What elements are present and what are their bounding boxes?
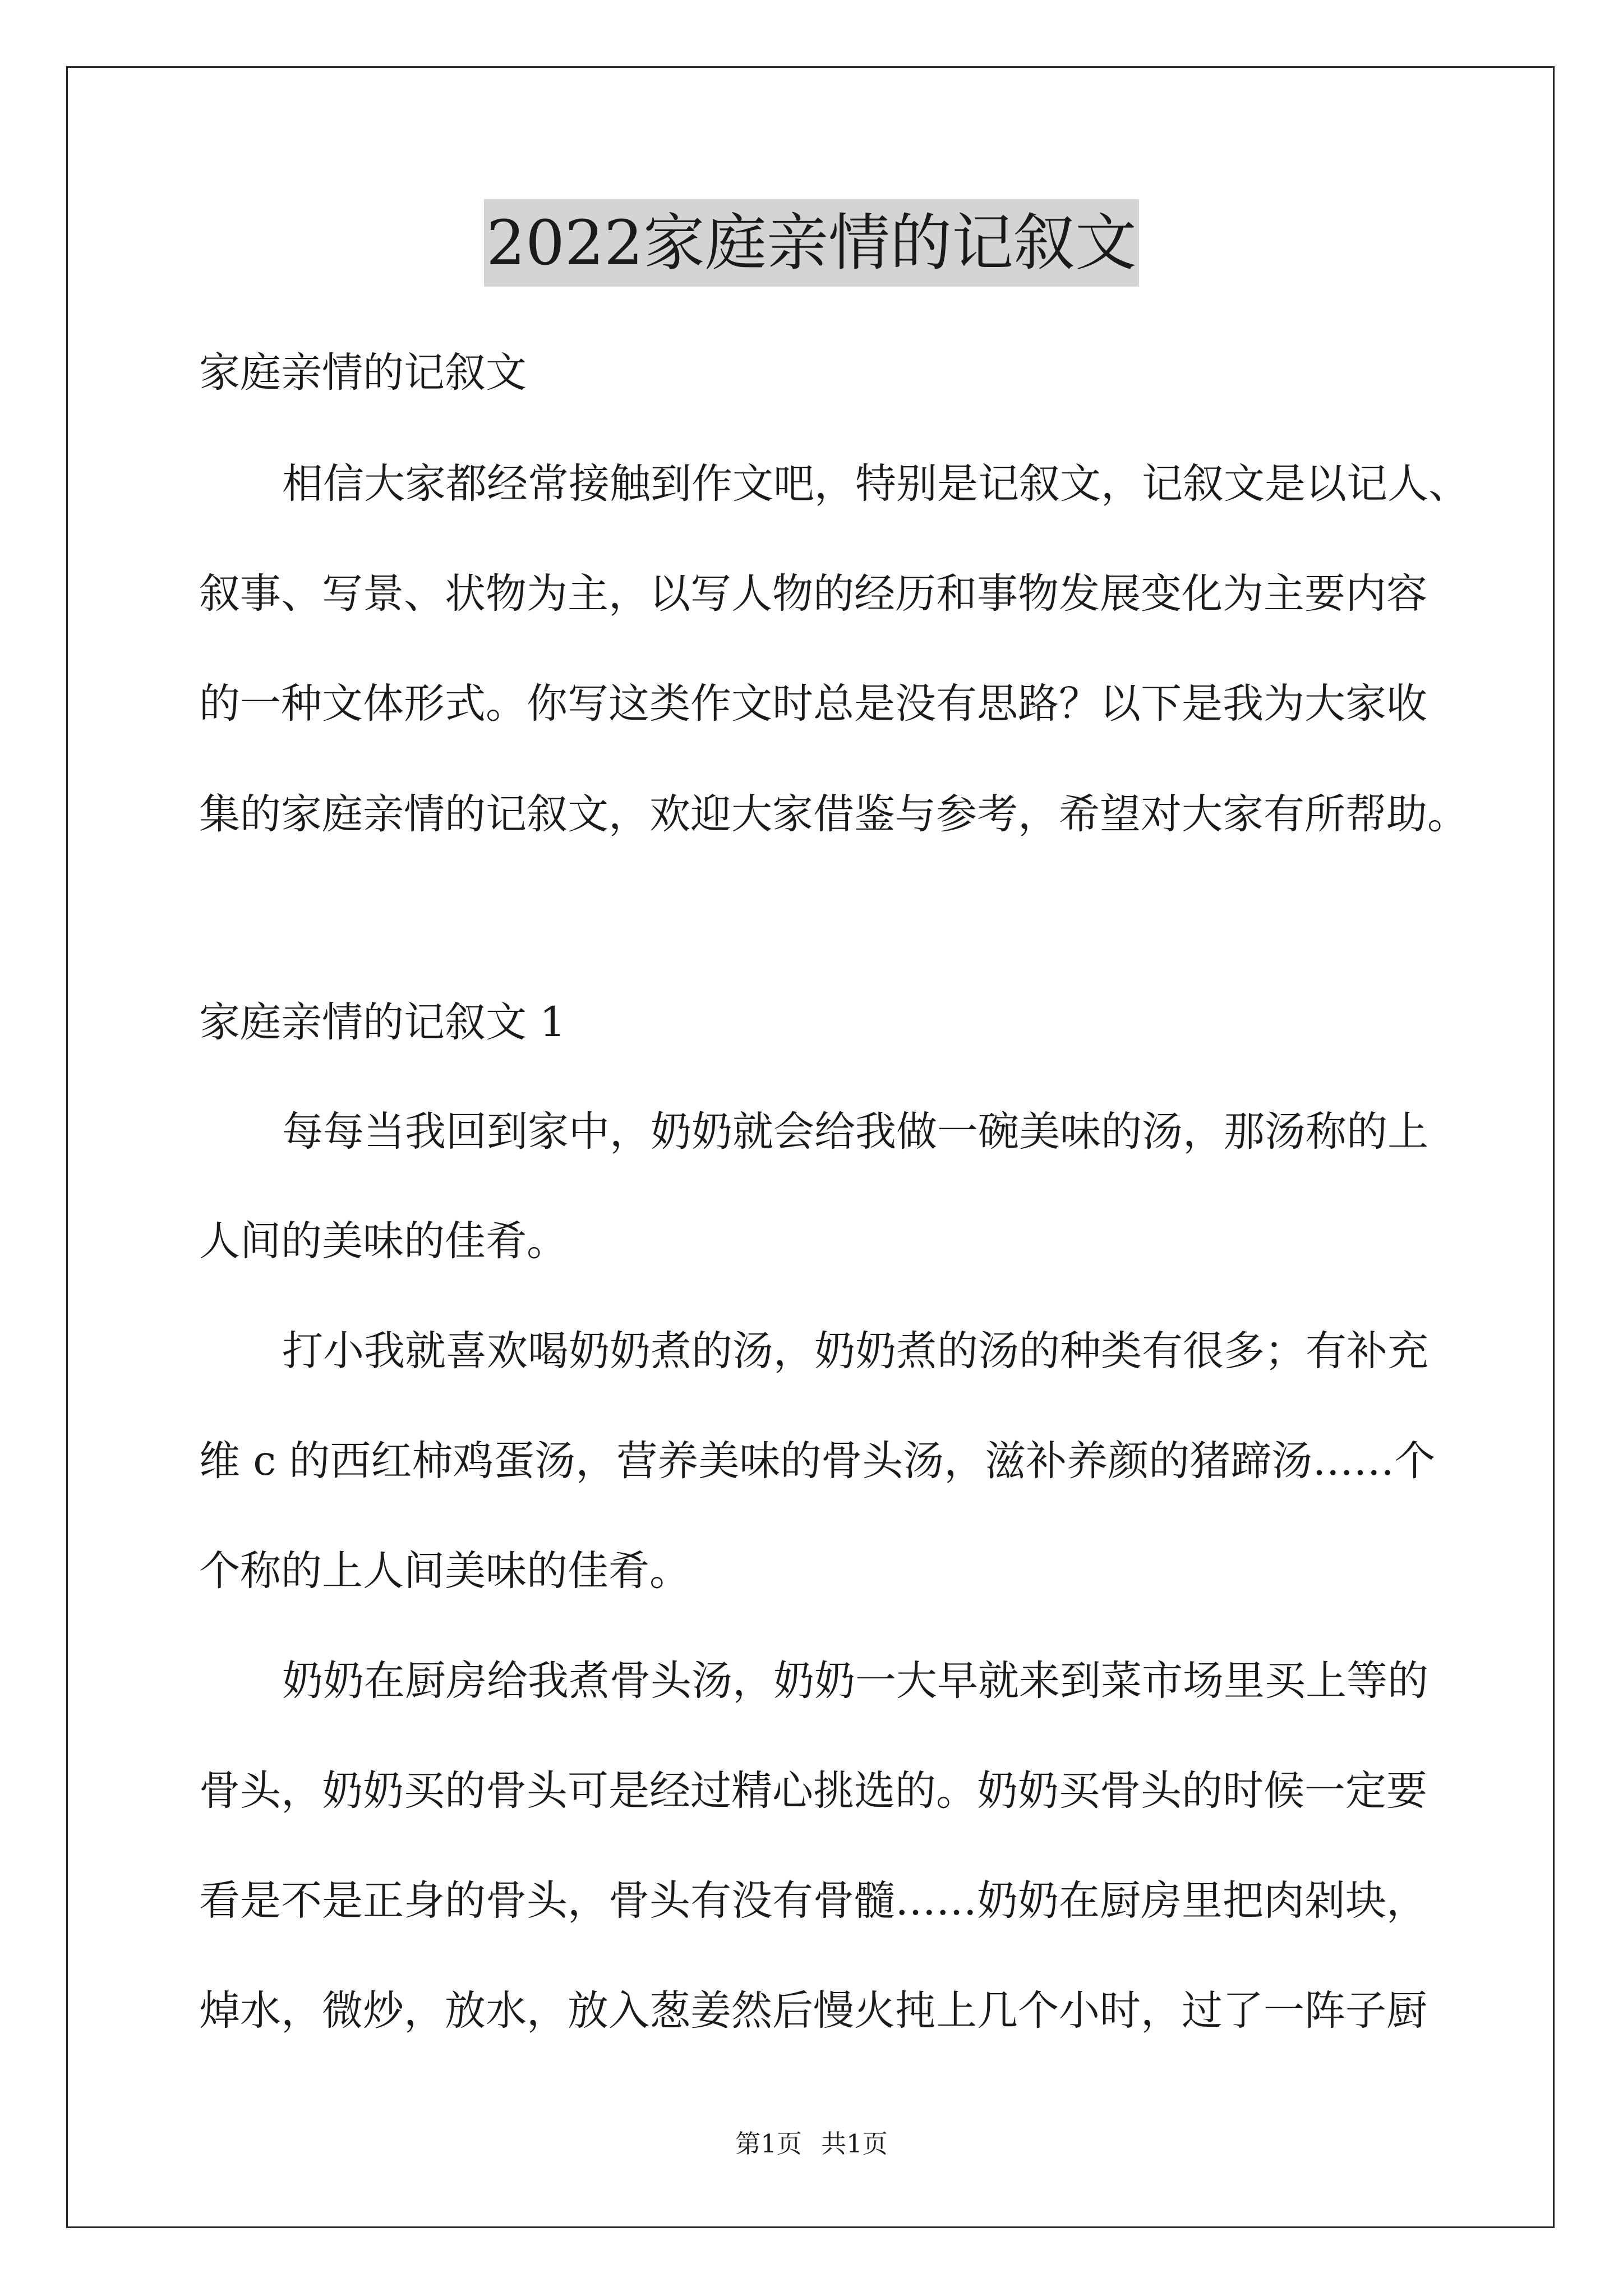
paragraph-line: 相信大家都经常接触到作文吧，特别是记叙文，记叙文是以记人、 (282, 460, 1469, 508)
page-footer (0, 2127, 1623, 2161)
paragraph-line: 人间的美味的佳肴。 (199, 1217, 568, 1265)
page-number: 第1页 (735, 2129, 802, 2159)
paragraph-line: 个称的上人间美味的佳肴。 (199, 1547, 690, 1595)
paragraph-line: 打小我就喜欢喝奶奶煮的汤，奶奶煮的汤的种类有很多；有补充 (282, 1327, 1428, 1375)
paragraph-line: 集的家庭亲情的记叙文，欢迎大家借鉴与参考，希望对大家有所帮助。 (199, 790, 1468, 838)
paragraph-line: 看是不是正身的骨头，骨头有没有骨髓……奶奶在厨房里把肉剁块， (199, 1877, 1427, 1925)
paragraph-line: 每每当我回到家中，奶奶就会给我做一碗美味的汤，那汤称的上 (282, 1108, 1428, 1156)
paragraph-line: 奶奶在厨房给我煮骨头汤，奶奶一大早就来到菜市场里买上等的 (282, 1657, 1428, 1705)
paragraph-line: 叙事、写景、状物为主，以写人物的经历和事物发展变化为主要内容 (199, 570, 1427, 618)
paragraph-line: 维 c 的西红柿鸡蛋汤，营养美味的骨头汤，滋补养颜的猪蹄汤……个 (199, 1437, 1436, 1485)
page-total: 共1页 (821, 2129, 888, 2159)
section-heading: 家庭亲情的记叙文 1 (199, 999, 566, 1046)
paragraph-line: 焯水，微炒，放水，放入葱姜然后慢火扽上几个小时，过了一阵子厨 (199, 1987, 1427, 2035)
paragraph-line: 骨头，奶奶买的骨头可是经过精心挑选的。奶奶买骨头的时候一定要 (199, 1767, 1427, 1815)
document-title: 2022家庭亲情的记叙文 (484, 199, 1139, 287)
title-container (0, 199, 1623, 287)
subtitle: 家庭亲情的记叙文 (199, 349, 527, 397)
paragraph-line: 的一种文体形式。你写这类作文时总是没有思路？以下是我为大家收 (199, 680, 1427, 728)
